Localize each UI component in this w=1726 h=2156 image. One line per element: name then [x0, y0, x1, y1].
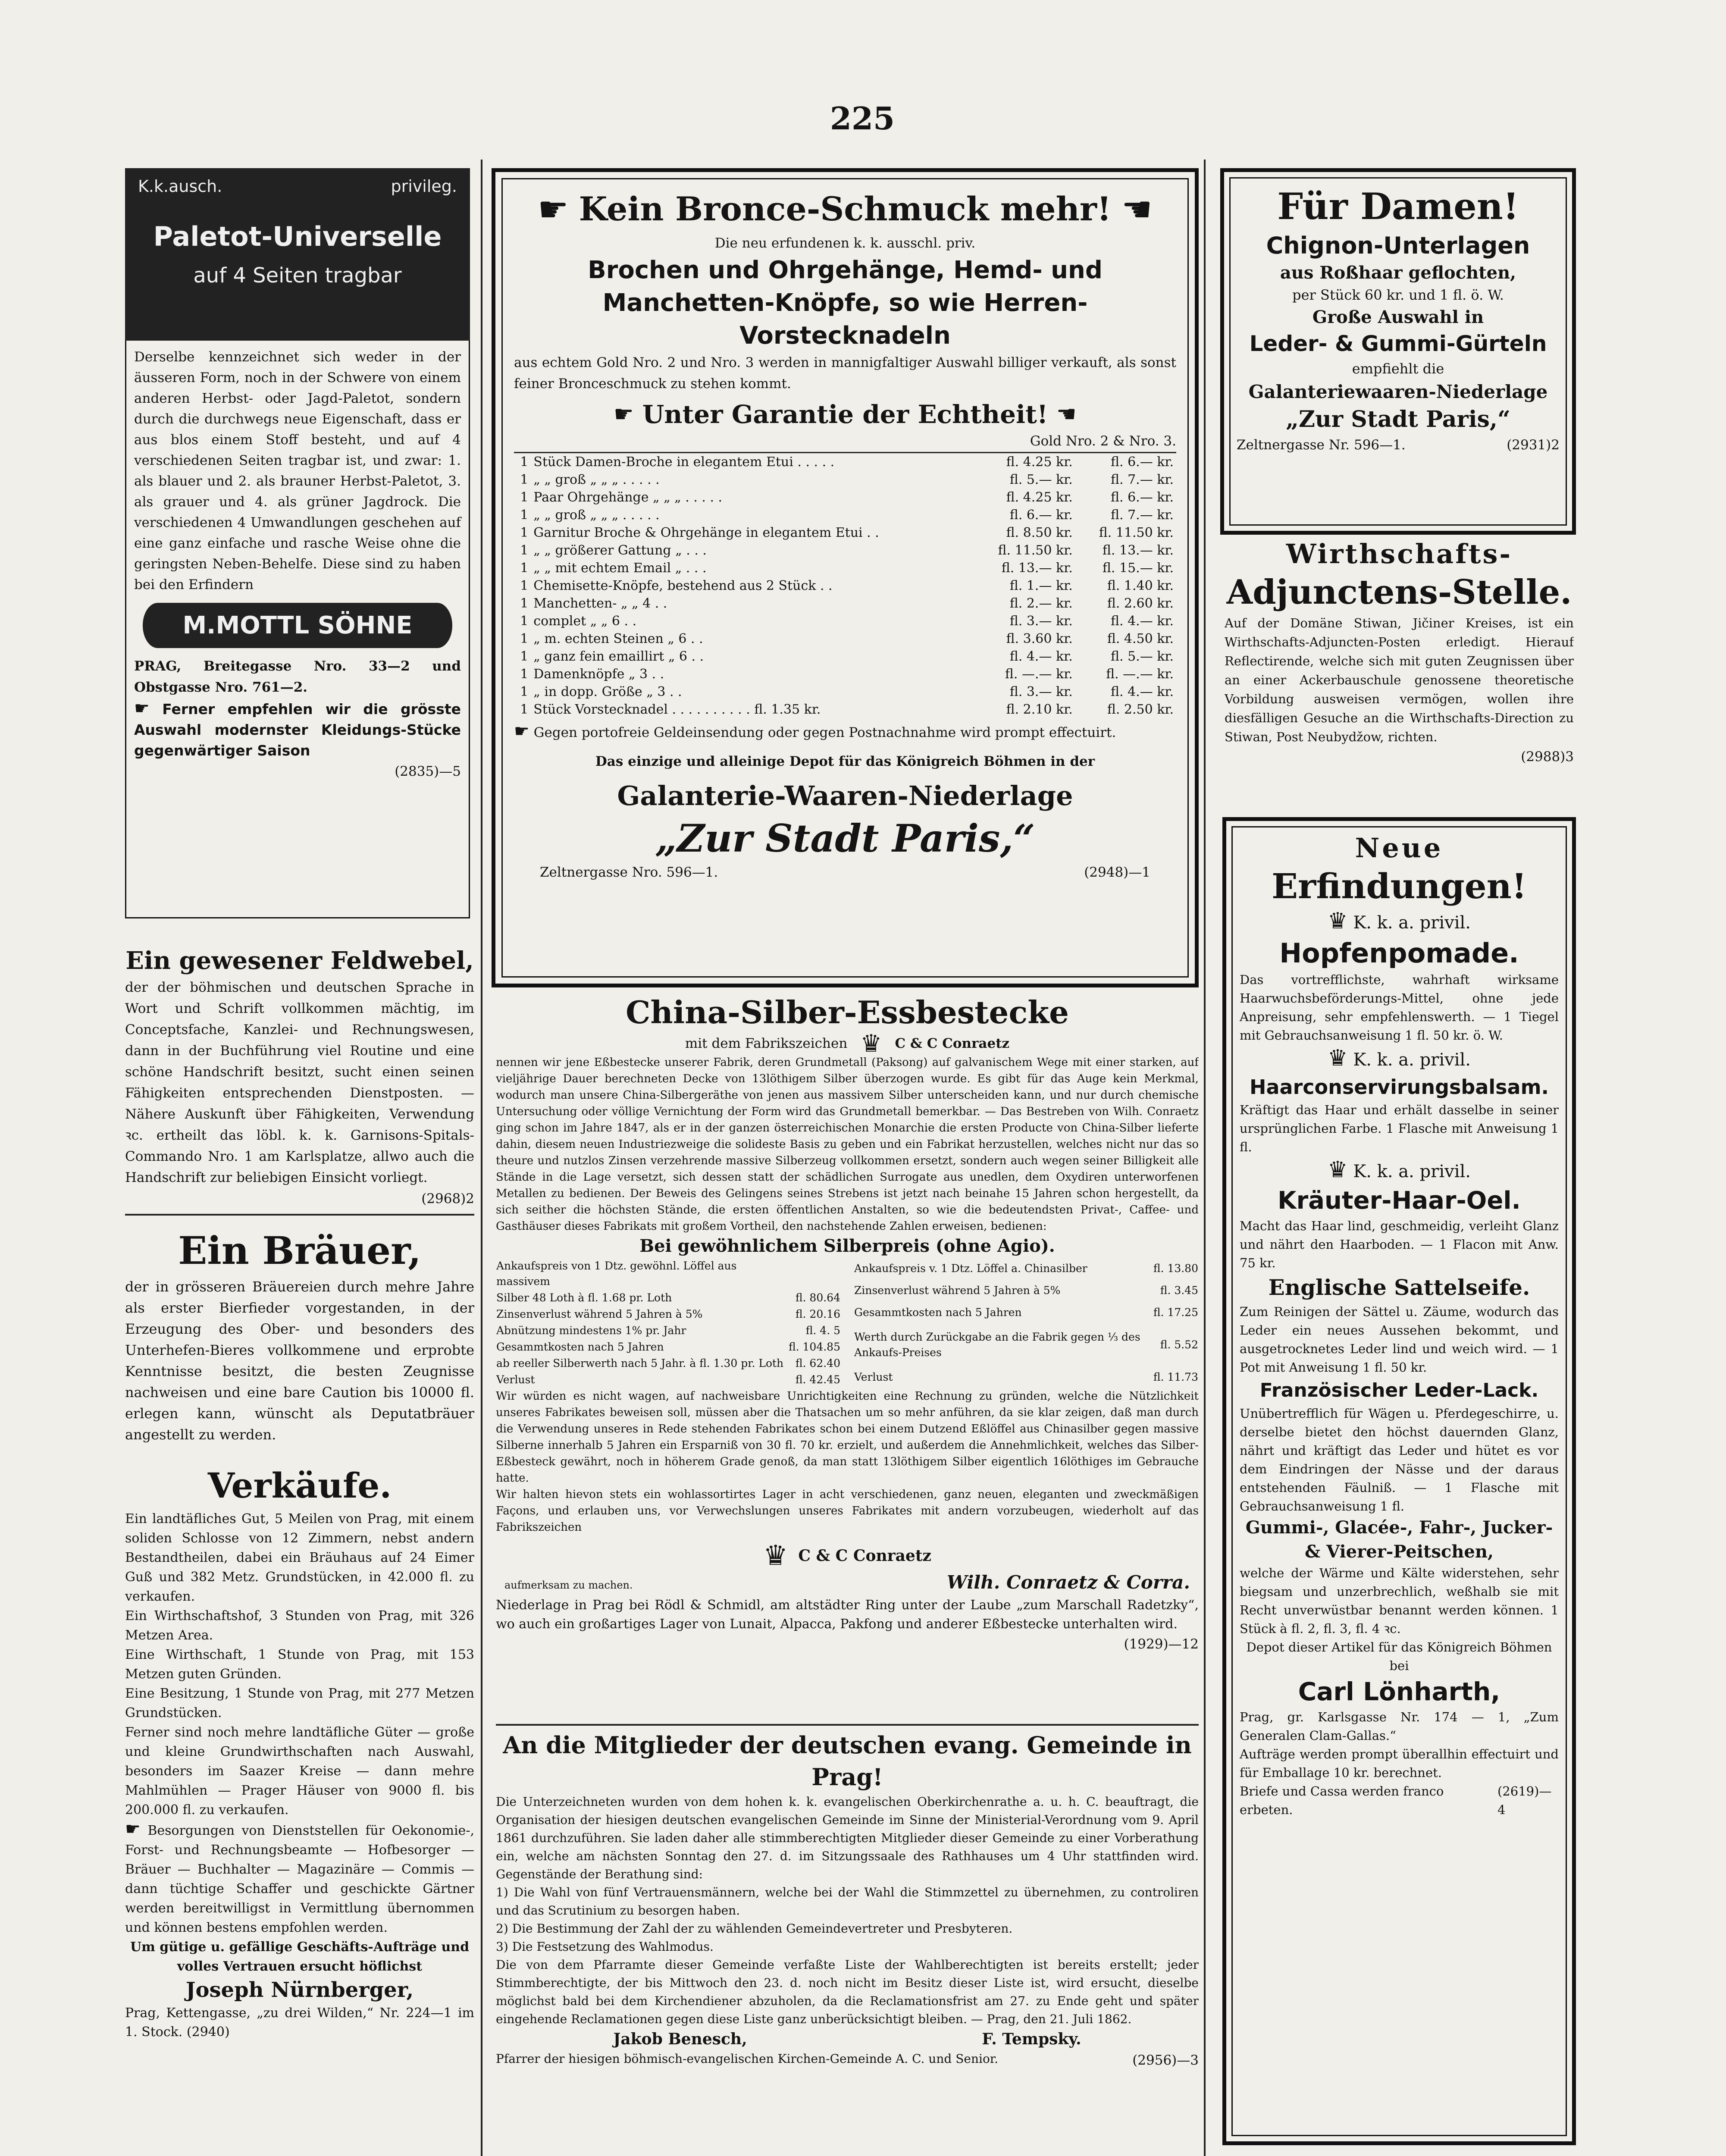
china-para2: Wir würden es nicht wagen, auf nachweisbare Unrichtigkeiten eine Rechnung zu gründen, welche die Nützlichkeit unseres Fabrikates beweisen soll, müssen aber die Thatsachen um so mehr anführen, da sie klar zeigen, daß man durch die Verwendung unseres in Rede stehenden Fabrikates schon bei einem Dutzend Eßlöffel aus Chinasilber gegen massive Silberne innerhalb 5 Jahren ein Ersparniß von 30 fl. 70 kr. erzielt, und außerdem die Annehmlichkeit, welches das Silber-Eßbesteck gewährt, noch in höherem Grade genoß, da man statt 13löthigem Silber eigentlich 16löthiges im Gebrauche hatte. — [496, 1390, 1199, 1485]
price-row — [514, 453, 1176, 471]
pointing-hand-icon: ☛ — [134, 699, 150, 718]
column-rule-left — [481, 160, 482, 2156]
pointing-hand-icon: ☛ — [1056, 401, 1077, 427]
price-item: Damenknöpfe „ 3 . . — [533, 667, 664, 682]
damen-line3: per Stück 60 kr. und 1 fl. ö. W. — [1292, 287, 1504, 303]
ad-feldwebel — [125, 944, 474, 1212]
verkaeufe-services — [125, 1820, 474, 1937]
privil-line — [1240, 1045, 1559, 1073]
pointing-hand-icon: ☛ — [125, 1819, 141, 1839]
verkaeufe-item: Eine Wirthschaft, 1 Stunde von Prag, mit 153 Metzen guten Gründen. — [125, 1647, 474, 1682]
feldwebel-ref: (2968)2 — [421, 1191, 474, 1206]
price-gold-3: fl. 2.60 kr. — [1107, 596, 1174, 611]
compare-label: Silber 48 Loth à fl. 1.68 pr. Loth — [496, 1291, 672, 1304]
gemeinde-para2: Die von dem Pfarramte dieser Gemeinde verfaßte Liste der Wahlberechtigten ist bereits erstellt; jeder Stimmberechtigte, der bis Mittwoch den 23. d. noch nicht im Besitz dieser Liste ist, wird ersucht, dieselbe möglichst bald bei dem Kirchendiener abzuholen, da die Reclamationsfrist am 27. zu Ende geht und später eingehende Reclamationen gegen diese Liste ganz unberücksichtigt bleiben. — Prag, den 21. Juli 1862. — [496, 1958, 1199, 2026]
compare-label: Zinsenverlust während 5 Jahren à 5% — [854, 1284, 1061, 1297]
compare-value: fl. 17.25 — [1153, 1306, 1198, 1319]
verkaeufe-address — [125, 2004, 474, 2042]
price-row — [514, 489, 1176, 506]
bronce-col-header: Gold Nro. 2 & Nro. 3. — [1030, 433, 1176, 449]
price-qty: 1 — [520, 684, 529, 699]
product-body: Kräftigt das Haar und erhält dasselbe in seiner ursprünglichen Farbe. 1 Flasche mit Anweisung 1 fl. — [1240, 1103, 1559, 1154]
price-qty: 1 — [520, 649, 529, 664]
price-gold-2: fl. 4.25 kr. — [1006, 490, 1073, 505]
adjunct-ref: (2988)3 — [1521, 749, 1574, 765]
damen-line6: empfiehlt die — [1352, 360, 1444, 377]
china-mark: C & C Conraetz — [798, 1547, 931, 1565]
price-gold-3: fl. 6.— kr. — [1110, 454, 1174, 470]
ad-gemeinde — [496, 1729, 1199, 2156]
china-body: nennen wir jene Eßbestecke unserer Fabrik, deren Grundmetall (Paksong) auf galvanischem Wege mit einer starken, auf vieljährige Dauer berechneten Decke von 13löthigem Silber überzogen wurde. Es gibt für das Auge kein Merkmal, wodurch man unsere China-Silbergeräthe von jenen aus massivem Silber unterscheiden kann, und nur durch chemische Untersuchung oder völlige Vernichtung der Form wird das Grundmetall bemerkbar. — Das Bestreben von Wilh. Conraetz ging schon im Jahre 1847, als er in der ganzen österreichischen Monarchie die ersten Producte von China-Silber lieferte dahin, diesem neuen Industriezweige die solideste Basis zu geben und ein Fabrikat herzustellen, welches nicht nur das so theure und nutzlos Zinsen verzehrende massive Silberzeug vollkommen ersetzt, sondern auch wegen seiner Billigkeit alle Stände in die Lage versetzt, sich dessen statt der schädlichen Surrogate aus unedlen, dem Oxydiren unterworfenen Metallen zu bedienen. Der Beweis des Gelingens seines Strebens ist jetzt nach beinahe 15 Jahren schon hergestellt, da sich seither die höchsten Stände, die ersten öffentlichen Anstalten, so wie die bedeutendsten Privat-, Caffee- und Gasthäuser dieses Fabrikats mit großem Vortheil, den nachstehende Zahlen erweisen, bedienen: — [496, 1056, 1199, 1233]
bronce-intro: Die neu erfundenen k. k. ausschl. priv. — [714, 235, 976, 251]
compare-row — [496, 1339, 841, 1355]
price-row — [514, 506, 1176, 524]
braeuer-title: Ein Bräuer, — [178, 1228, 421, 1273]
price-item: „ „ groß „ „ „ . . . . . — [533, 508, 660, 523]
bronce-guarantee: Unter Garantie der Echtheit! — [642, 400, 1048, 429]
column-rule-right — [1204, 160, 1206, 2156]
gemeinde-sign-left: Jakob Benesch, — [613, 2030, 747, 2048]
bronce-postal-text: Gegen portofreie Geldeinsendung oder gegen Postnachnahme wird prompt effectuirt. — [533, 725, 1116, 740]
verkaeufe-item: Ferner sind noch mehre landtäfliche Güter — große und kleine Grundwirthschaften nach Auswahl, besonders im Saazer Kreise — dann mehre Mahlmühlen — Prager Häuser von 9000 fl. bis 200.000 fl. zu verkaufen. — [125, 1725, 474, 1818]
price-gold-2: fl. 2.— kr. — [1009, 596, 1073, 611]
price-qty: 1 — [520, 543, 529, 558]
price-item: „ m. echten Steinen „ 6 . . — [533, 631, 703, 646]
erf-orders: Aufträge werden prompt überallhin effectuirt und für Emballage 10 kr. berechnet. — [1240, 1747, 1559, 1780]
erf-depot: Depot dieser Artikel für das Königreich Böhmen bei — [1246, 1640, 1552, 1673]
product-body: Zum Reinigen der Sättel u. Zäume, wodurch das Leder ein neues Aussehen bekommt, und ausgetrocknetes Leder lind und weich wird. — 1 Pot mit Anweisung 1 fl. 50 kr. — [1240, 1304, 1559, 1375]
compare-label: Ankaufspreis v. 1 Dtz. Löffel a. Chinasilber — [854, 1262, 1087, 1275]
bronce-shop: Galanterie-Waaren-Niederlage — [617, 780, 1073, 812]
price-gold-3: fl. 4.— kr. — [1110, 684, 1174, 699]
bronce-depot: Das einzige und alleinige Depot für das Königreich Böhmen in der — [595, 754, 1095, 769]
separator — [514, 452, 1176, 453]
product-body: Macht das Haar lind, geschmeidig, verleiht Glanz und nährt den Haarboden. — 1 Flacon mit Anw. 75 kr. — [1240, 1219, 1559, 1270]
verkaeufe-item: Ein landtäfliches Gut, 5 Meilen von Prag, mit einem soliden Schlosse von 12 Zimmern, nebst andern Bestandtheilen, dabei ein Bräuhaus auf 24 Eimer Guß und 382 Metz. Grundstücken, in 42.000 fl. zu verkaufen. — [125, 1511, 474, 1604]
compare-label: Werth durch Zurückgabe an die Fabrik gegen ⅓ des Ankaufs-Preises — [854, 1330, 1140, 1359]
compare-label: Gesammtkosten nach 5 Jahren — [854, 1306, 1022, 1319]
separator — [496, 1724, 1199, 1726]
price-row — [514, 559, 1176, 577]
price-gold-3: fl. 1.40 kr. — [1107, 578, 1174, 593]
price-gold-3: fl. 4.50 kr. — [1107, 631, 1174, 646]
price-row — [514, 542, 1176, 559]
china-para3: Wir halten hievon stets ein wohlassortirtes Lager in acht verschiedenen, ganz neuen, eleganten und zweckmäßigen Façons, und erlauben uns, vor Verwechslungen unseres Fabrikates mit andern vorzubeugen, wiederholt auf das Fabrikszeichen — [496, 1488, 1199, 1534]
price-qty: 1 — [520, 490, 529, 505]
price-gold-3: fl. 7.— kr. — [1110, 508, 1174, 523]
price-gold-3: fl. 13.— kr. — [1102, 543, 1174, 558]
adjunct-title2: Adjunctens-Stelle. — [1226, 573, 1572, 612]
damen-line7: Galanteriewaaren-Niederlage — [1248, 381, 1548, 402]
price-row — [514, 612, 1176, 630]
privil-text: K. k. a. privil. — [1353, 913, 1471, 933]
verkaeufe-signature: Joseph Nürnberger, — [185, 1978, 414, 2002]
china-ref: (1929)—12 — [1124, 1636, 1199, 1652]
price-gold-3: fl. 4.— kr. — [1110, 614, 1174, 629]
product-body: welche der Wärme und Kälte widerstehen, sehr biegsam und unzerbrechlich, weßhalb sie mit Recht unverwüstbar benannt werden können. 1 Stück à fl. 2, fl. 3, fl. 4 ꝛc. — [1240, 1566, 1559, 1636]
price-row — [514, 683, 1176, 701]
price-row — [514, 595, 1176, 612]
price-gold-2: fl. 3.— kr. — [1009, 614, 1073, 629]
price-qty: 1 — [520, 631, 529, 646]
price-qty: 1 — [520, 508, 529, 523]
verkaeufe-closing: Um gütige u. gefällige Geschäfts-Aufträge und volles Vertrauen ersucht höflichst — [130, 1940, 470, 1974]
price-item: „ „ größerer Gattung „ . . . — [533, 543, 707, 558]
damen-ref: (2931)2 — [1507, 437, 1560, 453]
compare-row — [496, 1290, 841, 1306]
china-sub-right: C & C Conraetz — [895, 1036, 1010, 1051]
price-item: Garnitur Broche & Ohrgehänge in elegantem Etui . . — [533, 525, 879, 540]
compare-label: Gesammtkosten nach 5 Jahren — [496, 1341, 664, 1353]
product-title: Haarconservirungsbalsam. — [1250, 1075, 1549, 1099]
compare-row — [854, 1280, 1199, 1302]
gemeinde-sign-left-role: Pfarrer der hiesigen böhmisch-evangelischen Kirchen-Gemeinde A. C. und Senior. — [496, 2052, 999, 2066]
gemeinde-item: 3) Die Festsetzung des Wahlmodus. — [496, 1940, 714, 1954]
banner-subtitle: auf 4 Seiten tragbar — [193, 263, 402, 288]
price-item: „ ganz fein emaillirt „ 6 . . — [533, 649, 704, 664]
privil-line — [1240, 1156, 1559, 1185]
price-gold-2: fl. 8.50 kr. — [1006, 525, 1073, 540]
compare-value: fl. 3.45 — [1160, 1284, 1198, 1297]
price-row — [514, 524, 1176, 542]
bronce-title: Kein Bronce-Schmuck mehr! — [579, 190, 1112, 228]
damen-line8: „Zur Stadt Paris,“ — [1286, 406, 1510, 432]
paletot-ref: (2835)—5 — [395, 764, 461, 779]
compare-row — [496, 1322, 841, 1339]
compare-value: fl. 20.16 — [795, 1308, 840, 1320]
damen-address: Zeltnergasse Nr. 596—1. — [1237, 437, 1406, 453]
erf-letters: Briefe und Cassa werden franco erbeten. — [1240, 1784, 1444, 1817]
verkaeufe-address-text: Prag, Kettengasse, „zu drei Wilden,“ Nr. 224—1 im 1. Stock. — [125, 2006, 474, 2040]
price-qty: 1 — [520, 454, 529, 470]
paletot-offer-text: Ferner empfehlen wir die grösste Auswahl modernster Kleidungs-Stücke gegenwärtiger Saison — [134, 701, 461, 759]
price-gold-2: fl. 2.10 kr. — [1006, 702, 1073, 717]
price-gold-2: fl. —.— kr. — [1005, 667, 1073, 682]
gemeinde-sign-right: F. Tempsky. — [982, 2030, 1081, 2048]
price-gold-3: fl. 7.— kr. — [1110, 472, 1174, 487]
ad-adjunct — [1225, 537, 1574, 817]
price-gold-3: fl. —.— kr. — [1106, 667, 1174, 682]
eagle-icon: ♛ — [1327, 1157, 1348, 1183]
ad-erfindungen — [1222, 817, 1576, 2145]
price-qty: 1 — [520, 525, 529, 540]
price-item: Stück Damen-Broche in elegantem Etui . . . . . — [533, 454, 835, 470]
price-gold-2: fl. 6.— kr. — [1009, 508, 1073, 523]
price-row — [514, 701, 1176, 718]
compare-row — [854, 1302, 1199, 1324]
price-row — [514, 471, 1176, 489]
compare-right-table — [854, 1258, 1199, 1388]
compare-value: fl. 42.45 — [795, 1373, 840, 1386]
price-item: Manchetten- „ „ 4 . . — [533, 596, 667, 611]
price-item: Paar Ohrgehänge „ „ „ . . . . . — [533, 490, 723, 505]
verkaeufe-ref: (2940) — [186, 2024, 230, 2040]
firm-ribbon — [143, 603, 452, 648]
page-number: 225 — [830, 100, 895, 137]
product-title: Englische Sattelseife. — [1268, 1275, 1530, 1300]
compare-row — [854, 1323, 1199, 1366]
price-gold-3: fl. 6.— kr. — [1110, 490, 1174, 505]
compare-label: Zinsenverlust während 5 Jahren à 5% — [496, 1308, 703, 1320]
damen-line1: Chignon-Unterlagen — [1266, 232, 1530, 259]
eagle-icon: ♛ — [1327, 1045, 1348, 1071]
verkaeufe-services-text: Besorgungen von Dienststellen für Oekonomie-, Forst- und Rechnungsbeamte — Hofbesorger — Bräuer — Buchhalter — Magazinäre — Commis — dann tüchtige Schaffer und geschickte Gärtner werden bereitwilligst in Vermittlung übernommen und können bestens empfohlen werden. — [125, 1823, 474, 1935]
ad-verkaeufe — [125, 1462, 474, 2156]
price-gold-3: fl. 5.— kr. — [1110, 649, 1174, 664]
china-sub-left: mit dem Fabrikszeichen — [685, 1036, 848, 1051]
price-gold-2: fl. 5.— kr. — [1009, 472, 1073, 487]
bronce-shop-name: „Zur Stadt Paris,“ — [655, 816, 1035, 861]
eagle-icon: ♛ — [1327, 908, 1348, 934]
privil-line — [1240, 908, 1559, 936]
price-row — [514, 577, 1176, 595]
price-gold-2: fl. 4.— kr. — [1009, 649, 1073, 664]
china-firm: Wilh. Conraetz & Corra. — [946, 1572, 1190, 1593]
bronce-postal — [514, 721, 1176, 743]
compare-row — [496, 1306, 841, 1322]
product-body: Unübertrefflich für Wägen u. Pferdegeschirre, u. derselbe bietet den höchst dauernden Glanz, nährt und kräftigt das Leder und hütet es vor dem Eindringen der Nässe und der daraus entstehenden Fäulniß. — 1 Flasche mit Gebrauchsanweisung 1 fl. — [1240, 1406, 1559, 1514]
erf-address: Prag, gr. Karlsgasse Nr. 174 — 1, „Zum Generalen Clam-Gallas.“ — [1240, 1710, 1559, 1743]
price-item: „ in dopp. Größe „ 3 . . — [533, 684, 682, 699]
erf-title1: Neue — [1355, 832, 1444, 864]
price-row — [514, 665, 1176, 683]
price-gold-2: fl. 4.25 kr. — [1006, 454, 1073, 470]
price-gold-3: fl. 2.50 kr. — [1107, 702, 1174, 717]
compare-value — [788, 1258, 841, 1290]
price-row — [514, 630, 1176, 648]
price-item: complet „ „ 6 . . — [533, 614, 637, 629]
price-qty: 1 — [520, 667, 529, 682]
paletot-body: Derselbe kennzeichnet sich weder in der äusseren Form, noch in der Schwere von einem anderen Herbst- oder Jagd-Paletot, sondern durch die durchwegs neue Eigenschaft, dass er aus blos einem Stoff besteht, und auf 4 verschiedenen Seiten tragbar ist, und zwar: 1. als blauer und 2. als brauner Herbst-Paletot, 3. als grauer und 4. als grüner Jagdrock. Die verschiedenen 4 Umwandlungen geschehen auf eine ganz einfache und rasche Weise ohne die geringsten Neben-Behelfe. Diese sind zu haben bei den Erfindern — [134, 349, 461, 592]
compare-row — [496, 1258, 841, 1290]
pointing-hand-icon: ☛ — [614, 401, 634, 427]
damen-title: Für Damen! — [1277, 185, 1519, 228]
pointing-hand-icon: ☛ — [537, 189, 569, 229]
compare-row — [854, 1366, 1199, 1388]
ad-bronce — [492, 168, 1199, 987]
compare-row — [854, 1258, 1199, 1280]
price-qty: 1 — [520, 578, 529, 593]
price-qty: 1 — [520, 472, 529, 487]
compare-value: fl. 80.64 — [795, 1291, 840, 1304]
adjunct-title1: Wirthschafts- — [1286, 538, 1513, 570]
compare-value: fl. 104.85 — [788, 1341, 840, 1353]
product-title: Hopfenpomade. — [1279, 937, 1519, 969]
banner-top-right: privileg. — [391, 177, 457, 196]
bronce-address: Zeltnergasse Nro. 596—1. — [540, 865, 718, 880]
compare-value: fl. 4. 5 — [805, 1324, 840, 1337]
price-row — [514, 648, 1176, 665]
product-title: Kräuter-Haar-Oel. — [1278, 1187, 1521, 1215]
compare-label: Verlust — [496, 1373, 535, 1386]
verkaeufe-item: Eine Besitzung, 1 Stunde von Prag, mit 277 Metzen Grundstücken. — [125, 1686, 474, 1720]
ad-paletot — [125, 168, 470, 918]
paletot-address: PRAG, Breitegasse Nro. 33—2 und Obstgasse Nro. 761—2. — [134, 658, 461, 695]
compare-value: fl. 62.40 — [795, 1357, 840, 1369]
compare-left-table — [496, 1258, 841, 1388]
china-depot: Niederlage in Prag bei Rödl & Schmidl, am altstädter Ring unter der Laube „zum Marschall Radetzky“, wo auch ein großartiges Lager von Lunait, Alpacca, Pakfong und anderer Eßbestecke unterhalten wird. — [496, 1598, 1199, 1632]
price-gold-2: fl. 13.— kr. — [1001, 561, 1073, 576]
price-table — [514, 453, 1176, 718]
gemeinde-item: 2) Die Bestimmung der Zahl der zu wählenden Gemeindevertreter und Presbyteren. — [496, 1921, 1013, 1936]
product-title: Gummi-, Glacée-, Fahr-, Jucker- & Vierer-Peitschen, — [1245, 1517, 1553, 1562]
product-title: Französischer Leder-Lack. — [1259, 1379, 1539, 1401]
gemeinde-ref: (2956)—3 — [1132, 2053, 1199, 2068]
price-qty: 1 — [520, 702, 529, 717]
privil-text: K. k. a. privil. — [1353, 1162, 1471, 1181]
damen-line5: Leder- & Gummi-Gürteln — [1249, 331, 1547, 356]
bronce-ref: (2948)—1 — [1084, 865, 1150, 880]
braeuer-body: der in grösseren Bräuereien durch mehre Jahre als erster Bierfieder vorgestanden, in der Erzeugung des Ober- und besonders des Unterhefen-Bieres vollkommene und erprobte Kenntnisse besitzt, die besten Zeugnisse nachweisen und eine bare Caution bis 10000 fl. erlegen kann, wünscht als Deputatbräuer angestellt zu werden. — [125, 1279, 474, 1443]
eagle-icon: ♛ — [763, 1540, 788, 1572]
china-note: aufmerksam zu machen. — [504, 1579, 633, 1591]
paletot-offer — [134, 698, 461, 761]
separator — [125, 1214, 474, 1216]
compare-value: fl. 11.73 — [1153, 1370, 1198, 1383]
gemeinde-item: 1) Die Wahl von fünf Vertrauensmännern, welche bei der Wahl die Stimmzettel zu übernehmen, zu controliren und das Scrutinium zu besorgen haben. — [496, 1885, 1199, 1918]
price-item: Stück Vorstecknadel . . . . . . . . . . fl. 1.35 kr. — [533, 702, 821, 717]
china-title: China-Silber-Essbestecke — [626, 994, 1069, 1031]
ad-braeuer — [125, 1225, 474, 1466]
pointing-hand-icon: ☛ — [1121, 189, 1153, 229]
paletot-banner — [125, 168, 470, 341]
compare-row — [496, 1355, 841, 1372]
banner-title: Paletot-Universelle — [153, 221, 442, 252]
adjunct-body: Auf der Domäne Stiwan, Jičiner Kreises, ist ein Wirthschafts-Adjuncten-Posten erledigt. Hierauf Reflectirende, welche sich mit guten Zeugnissen über an einer Ackerbauschule genossene theoretische Vorbildung ausweisen vermögen, wollen ihre diesfälligen Gesuche an die Wirthschafts-Direction zu Stiwan, Post Neubydžow, richten. — [1225, 616, 1574, 744]
china-compare — [496, 1258, 1199, 1388]
damen-line2: aus Roßhaar geflochten, — [1280, 263, 1516, 283]
price-item: „ „ groß „ „ „ . . . . . — [533, 472, 660, 487]
compare-label: Abnützung mindestens 1% pr. Jahr — [496, 1324, 686, 1337]
price-gold-3: fl. 15.— kr. — [1102, 561, 1174, 576]
gemeinde-body: Die Unterzeichneten wurden von dem hohen k. k. evangelischen Oberkirchenrathe a. u. h. C. beauftragt, die Organisation der hiesigen deutschen evangelischen Gemeinde im Sinne der Ministerial-Verordnung vom 9. April 1861 durchzuführen. Sie laden daher alle stimmberechtigten Mitglieder dieser Gemeinde zu einer Vorberathung ein, welche am nächsten Sonntag den 27. d. im Sitzungssaale des Rathhauses um 4 Uhr stattfinden wird. Gegenstände der Berathung sind: — [496, 1795, 1199, 1881]
price-qty: 1 — [520, 596, 529, 611]
price-gold-2: fl. 11.50 kr. — [998, 543, 1073, 558]
price-gold-2: fl. 1.— kr. — [1009, 578, 1073, 593]
privil-text: K. k. a. privil. — [1353, 1050, 1471, 1070]
banner-top-left: K.k.ausch. — [138, 177, 222, 196]
compare-value: fl. 13.80 — [1153, 1262, 1198, 1275]
price-qty: 1 — [520, 614, 529, 629]
feldwebel-body: der der böhmischen und deutschen Sprache in Wort und Schrift vollkommen mächtig, im Conceptsfache, Kanzlei- und Rechnungswesen, dann in der Buchführung viel Routine und eine schöne Handschrift besitzt, sucht einen seinen Fähigkeiten entsprechenden Dienstposten. — Nähere Auskunft über Fähigkeiten, Verwendung ꝛc. ertheilt das löbl. k. k. Garnisons-Spitals-Commando Nro. 1 am Karlsplatze, allwo auch die Handschrift zur beliebigen Einsicht vorliegt. — [125, 980, 474, 1185]
price-qty: 1 — [520, 561, 529, 576]
compare-label: Verlust — [854, 1370, 893, 1383]
product-body: Das vortrefflichste, wahrhaft wirksame Haarwuchsbeförderungs-Mittel, ohne jede Anpreisung, sehr empfehlenswerth. — 1 Tiegel mit Gebrauchsanweisung 1 fl. 50 kr. ö. W. — [1240, 972, 1559, 1043]
bronce-headline: Brochen und Ohrgehänge, Hemd- und Manchetten-Knöpfe, so wie Herren-Vorstecknadeln — [588, 256, 1103, 350]
pointing-hand-icon: ☛ — [514, 721, 529, 741]
compare-label: ab reeller Silberwerth nach 5 Jahr. à fl. 1.30 pr. Loth — [496, 1357, 784, 1369]
price-gold-2: fl. 3.60 kr. — [1006, 631, 1073, 646]
damen-line4: Große Auswahl in — [1312, 307, 1484, 327]
ad-china-silber — [496, 992, 1199, 1720]
bronce-body: aus echtem Gold Nro. 2 und Nro. 3 werden in mannigfaltiger Auswahl billiger verkauft, als sonst feiner Bronceschmuck zu stehen kommt. — [514, 355, 1176, 392]
erf-ref: (2619)—4 — [1497, 1784, 1552, 1817]
compare-label: Ankaufspreis von 1 Dtz. gewöhnl. Löffel aus massivem — [496, 1260, 737, 1288]
erf-title2: Erfindungen! — [1272, 866, 1527, 906]
compare-value: fl. 5.52 — [1160, 1338, 1198, 1351]
erf-firm: Carl Lönharth, — [1298, 1677, 1500, 1706]
price-item: Chemisette-Knöpfe, bestehend aus 2 Stück . . — [533, 578, 833, 593]
price-gold-2: fl. 3.— kr. — [1009, 684, 1073, 699]
price-item: „ „ mit echtem Email „ . . . — [533, 561, 707, 576]
price-gold-3: fl. 11.50 kr. — [1099, 525, 1174, 540]
ad-damen — [1220, 168, 1576, 535]
feldwebel-title: Ein gewesener Feldwebel, — [125, 946, 474, 975]
eagle-icon: ♛ — [860, 1030, 882, 1058]
china-compare-title: Bei gewöhnlichem Silberpreis (ohne Agio). — [639, 1236, 1055, 1256]
compare-row — [496, 1372, 841, 1388]
gemeinde-title: An die Mitglieder der deutschen evang. Gemeinde in Prag! — [503, 1731, 1192, 1791]
firm-name: M.MOTTL SÖHNE — [182, 611, 413, 639]
verkaeufe-item: Ein Wirthschaftshof, 3 Stunden von Prag, mit 326 Metzen Area. — [125, 1608, 474, 1643]
verkaeufe-title: Verkäufe. — [207, 1465, 392, 1506]
